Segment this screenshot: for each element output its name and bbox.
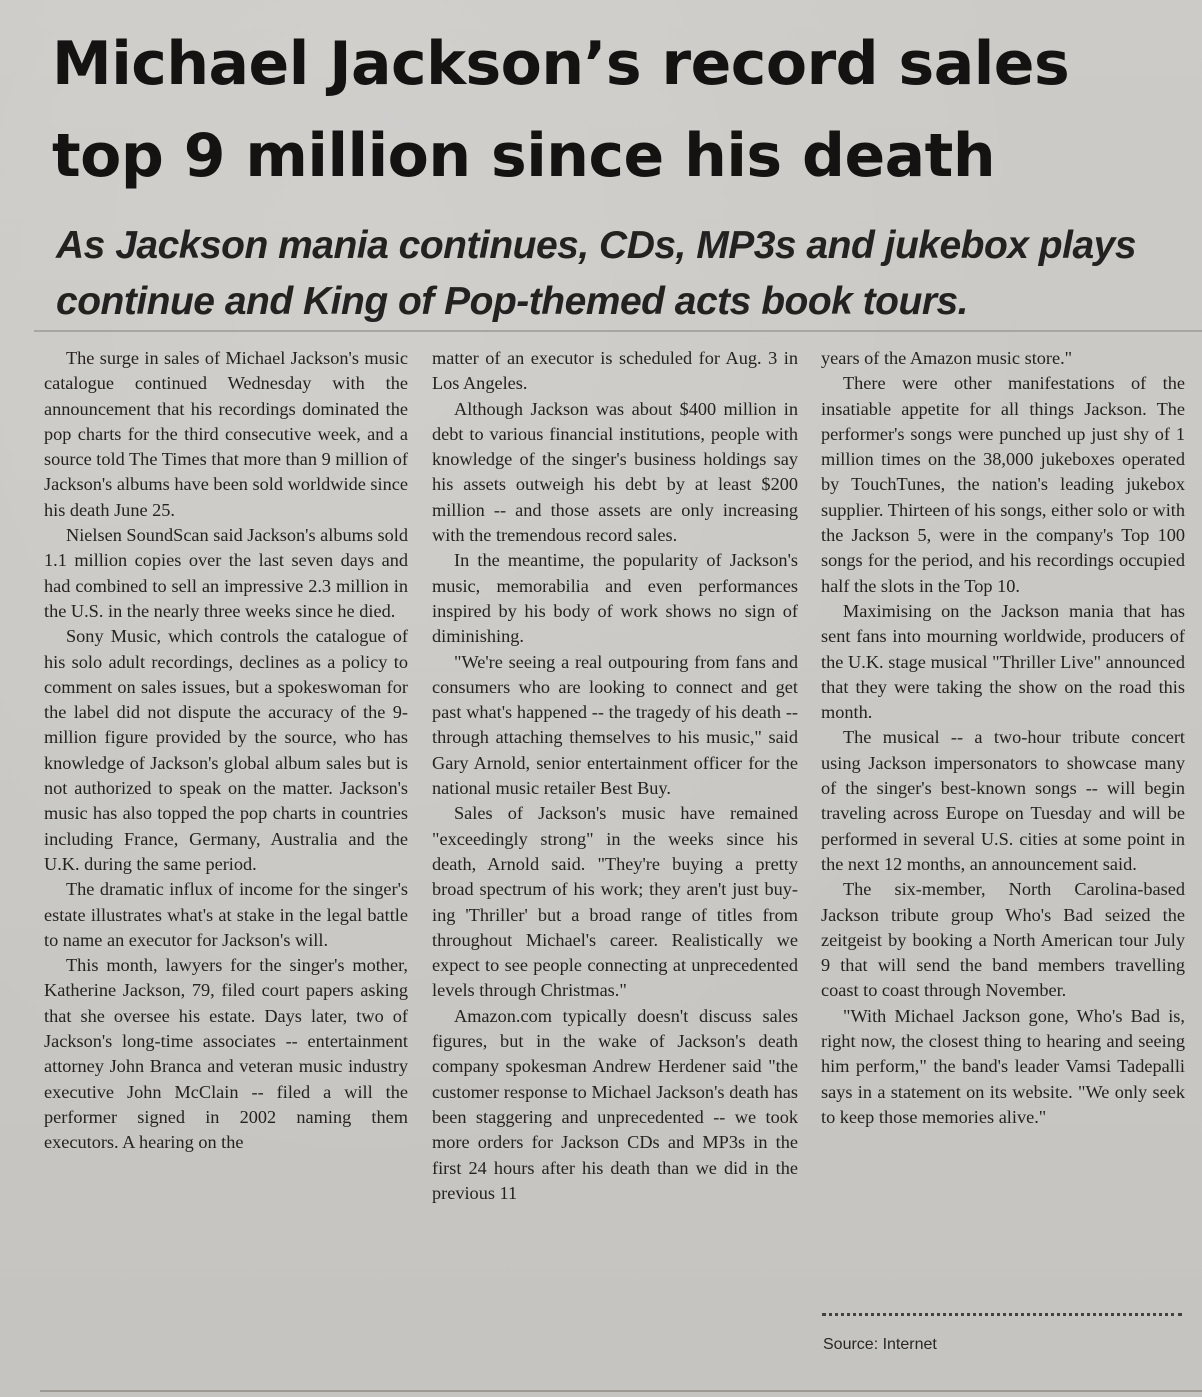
paragraph: "We're seeing a real outpouring from fans and consumers who are looking to connect and get past what's happened -- the tragedy of his death -- through attaching themselves to his music," said Gary Arnold, senior entertainment officer for the national music retailer Best Buy. bbox=[432, 651, 798, 799]
headline-line-2: top 9 million since his death bbox=[52, 121, 996, 191]
paragraph: Although Jackson was about $400 million in debt to various financial institutions, people with knowledge of the singer's business holdings say his assets outweigh his debt by at least $200 million -- and those assets are only increasing with the tremendous record sales. bbox=[432, 398, 798, 546]
paragraph: There were other manifestations of the insatiable appetite for all things Jackson. The performer's songs were punched up just shy of 1 million times on the 38,000 jukeboxes operated by TouchTunes, the nation's leading jukebox supplier. Thirteen of his songs, either solo or with the Jackson 5, were in the company's Top 100 songs for the period, and his recordings occupied half the slots in the Top 10. bbox=[821, 373, 1185, 596]
bottom-rule bbox=[40, 1390, 1202, 1392]
paragraph: This month, lawyers for the singer's mother, Katherine Jackson, 79, filed court papers asking that she oversee his estate. Days later, two of Jackson's long-time associates -- entertainment attorney John Branca and veteran music industry executive John McClain -- filed a will the performer signed in 2002 naming them executors. A hearing on the bbox=[44, 955, 408, 1153]
paragraph: The six-member, North Carolina-based Jackson tribute group Who's Bad seized the zeitgeist by booking a North American tour July 9 that will send the band members travelling coast to coast through November. bbox=[821, 879, 1185, 1001]
headline-line-1: Michael Jackson’s record sales bbox=[52, 29, 1070, 99]
paragraph: matter of an executor is scheduled for Aug. 3 in Los Angeles. bbox=[432, 348, 798, 394]
paragraph: Amazon.com typically doesn't discuss sales figures, but in the wake of Jackson's death company spokesman Andrew Herdener said "the customer response to Michael Jackson's death has been staggering and unprecedented -- we took more orders for Jackson CDs and MP3s in the first 24 hours after his death than we did in the previous 11 bbox=[432, 1005, 798, 1203]
subheadline bbox=[56, 218, 1196, 330]
paragraph: Sony Music, which controls the catalogue of his solo adult recordings, declines as a policy to comment on sales issues, but a spokeswoman for the label did not dispute the accuracy of the 9-million figure provided by the source, who has knowledge of Jackson's global album sales but is not authorized to speak on the matter. Jackson's music has also topped the pop charts in countries including France, Germany, Australia and the U.K. during the same period. bbox=[44, 626, 408, 874]
paragraph: In the meantime, the popularity of Jackson's music, memorabilia and even performances inspired by his body of work shows no sign of diminishing. bbox=[432, 550, 798, 647]
paragraph: The surge in sales of Michael Jackson's music catalogue continued Wednesday with the announcement that his recordings dominated the pop charts for the third consecutive week, and a source told The Times that more than 9 million of Jackson's albums have been sold worldwide since his death June 25. bbox=[44, 348, 408, 520]
dotted-separator bbox=[822, 1313, 1182, 1316]
article-column-1 bbox=[44, 346, 408, 1156]
article-column-3 bbox=[821, 346, 1185, 1130]
paragraph: The dramatic influx of income for the singer's estate illustrates what's at stake in the legal battle to name an executor for Jackson's will. bbox=[44, 879, 408, 950]
paragraph: Sales of Jackson's music have remained "exceedingly strong" in the weeks since his death, Arnold said. "They're buying a pretty broad spectrum of his work; they aren't just buying 'Thriller' but a broad range of titles from throughout Michael's career. Realistically we expect to see people connecting at unprecedented levels through Christmas." bbox=[432, 803, 798, 1001]
paragraph: years of the Amazon music store." bbox=[821, 348, 1073, 368]
headline bbox=[52, 18, 1192, 202]
paragraph: The musical -- a two-hour tribute concert using Jackson impersonators to showcase many of the singer's best-known songs -- will begin traveling across Europe on Tuesday and will be performed in several U.S. cities at some point in the next 12 months, an announcement said. bbox=[821, 727, 1185, 874]
paragraph: Nielsen SoundScan said Jackson's albums sold 1.1 million copies over the last seven days and had combined to sell an impressive 2.3 million in the U.S. in the nearly three weeks since he died. bbox=[44, 525, 408, 621]
subheadline-line-2: continue and King of Pop-themed acts book tours. bbox=[56, 280, 969, 323]
source-credit: Source: Internet bbox=[823, 1336, 937, 1353]
paragraph: Maximising on the Jackson mania that has sent fans into mourning worldwide, producers of the U.K. stage musical "Thriller Live" announced that they were taking the show on the road this month. bbox=[821, 600, 1185, 723]
article-column-2 bbox=[432, 346, 798, 1206]
subheadline-line-1: As Jackson mania continues, CDs, MP3s and jukebox plays bbox=[56, 224, 1137, 267]
divider-rule bbox=[34, 330, 1202, 332]
paragraph: "With Michael Jackson gone, Who's Bad is, right now, the closest thing to hearing and seeing him perform," the band's leader Vamsi Tadepalli says in a statement on its website. "We only seek to keep those memories alive." bbox=[821, 1005, 1185, 1127]
